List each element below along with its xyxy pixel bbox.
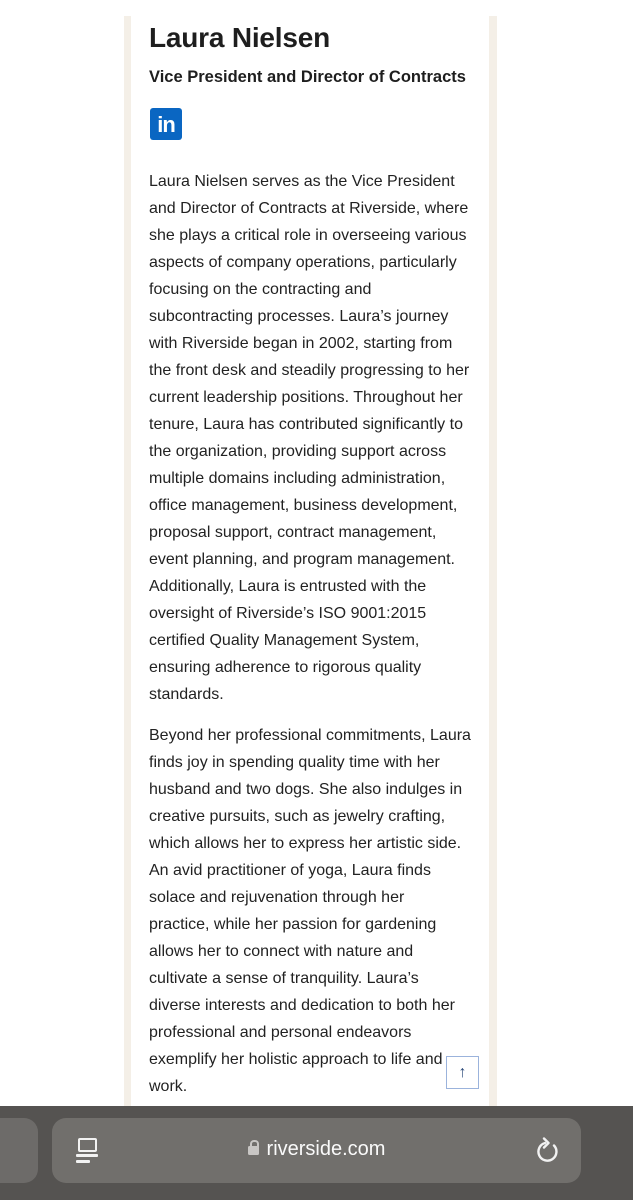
bio-line: with Riverside began in 2002, starting from — [149, 335, 453, 352]
profile-card-body — [131, 16, 489, 1116]
browser-toolbar — [0, 1106, 633, 1200]
bio-line: An avid practitioner of yoga, Laura finds — [149, 862, 431, 879]
profile-name: Laura Nielsen — [149, 22, 331, 53]
bio-line: oversight of Riverside’s ISO 9001:2015 — [149, 605, 427, 622]
bio-line: which allows her to express her artistic side. — [149, 835, 462, 852]
bio-line: multiple domains including administration, — [149, 470, 446, 487]
bio-line: certified Quality Management System, — [149, 632, 420, 649]
bio-line: she plays a critical role in overseeing various — [149, 227, 467, 244]
url-display[interactable] — [52, 1138, 581, 1161]
bio-line: ensuring adherence to rigorous quality — [149, 659, 422, 676]
bio-line: husband and two dogs. She also indulges in — [149, 781, 463, 798]
bio-paragraph-1 — [149, 168, 489, 708]
bio-line: event planning, and program management. — [149, 551, 455, 568]
profile-card — [124, 16, 497, 1116]
bio-line: Additionally, Laura is entrusted with the — [149, 578, 427, 595]
bio-line: subcontracting processes. Laura’s journey — [149, 308, 449, 325]
bio-line: tenure, Laura has contributed significantly to — [149, 416, 463, 433]
linkedin-icon[interactable]: in — [150, 108, 182, 140]
bio-line: diverse interests and dedication to both her — [149, 997, 455, 1014]
bio-line: the organization, providing support across — [149, 443, 447, 460]
bio-line: creative pursuits, such as jewelry crafting, — [149, 808, 446, 825]
reload-icon[interactable] — [533, 1136, 563, 1166]
bio-line: proposal support, contract management, — [149, 524, 437, 541]
bio-line: solace and rejuvenation through her — [149, 889, 405, 906]
bio-line: allows her to connect with nature and — [149, 943, 414, 960]
scroll-to-top-button[interactable]: ↑ — [446, 1056, 479, 1089]
bio-line: practice, while her passion for gardening — [149, 916, 437, 933]
bio-line: and Director of Contracts at Riverside, where — [149, 200, 469, 217]
profile-title: Vice President and Director of Contracts — [149, 68, 466, 86]
bio-line: exemplify her holistic approach to life and — [149, 1051, 443, 1068]
bio-line: Laura Nielsen serves as the Vice President — [149, 173, 455, 190]
bio-line: current leadership positions. Throughout her — [149, 389, 463, 406]
bio-line: cultivate a sense of tranquility. Laura’s — [149, 970, 419, 987]
bio-line: aspects of company operations, particularly — [149, 254, 457, 271]
bio-line: work. — [149, 1078, 188, 1095]
bio-line: focusing on the contracting and — [149, 281, 372, 298]
address-bar[interactable] — [52, 1118, 581, 1183]
previous-tab-preview[interactable] — [0, 1118, 38, 1183]
bio-line: office management, business development, — [149, 497, 458, 514]
bio-line: finds joy in spending quality time with her — [149, 754, 440, 771]
url-text: riverside.com — [266, 1138, 386, 1160]
bio-line: standards. — [149, 686, 224, 703]
bio-line: professional and personal endeavors — [149, 1024, 412, 1041]
bio-line: the front desk and steadily progressing to her — [149, 362, 470, 379]
lock-icon — [248, 1146, 259, 1155]
bio-paragraph-2 — [149, 722, 489, 1100]
bio-line: Beyond her professional commitments, Laura — [149, 727, 471, 744]
